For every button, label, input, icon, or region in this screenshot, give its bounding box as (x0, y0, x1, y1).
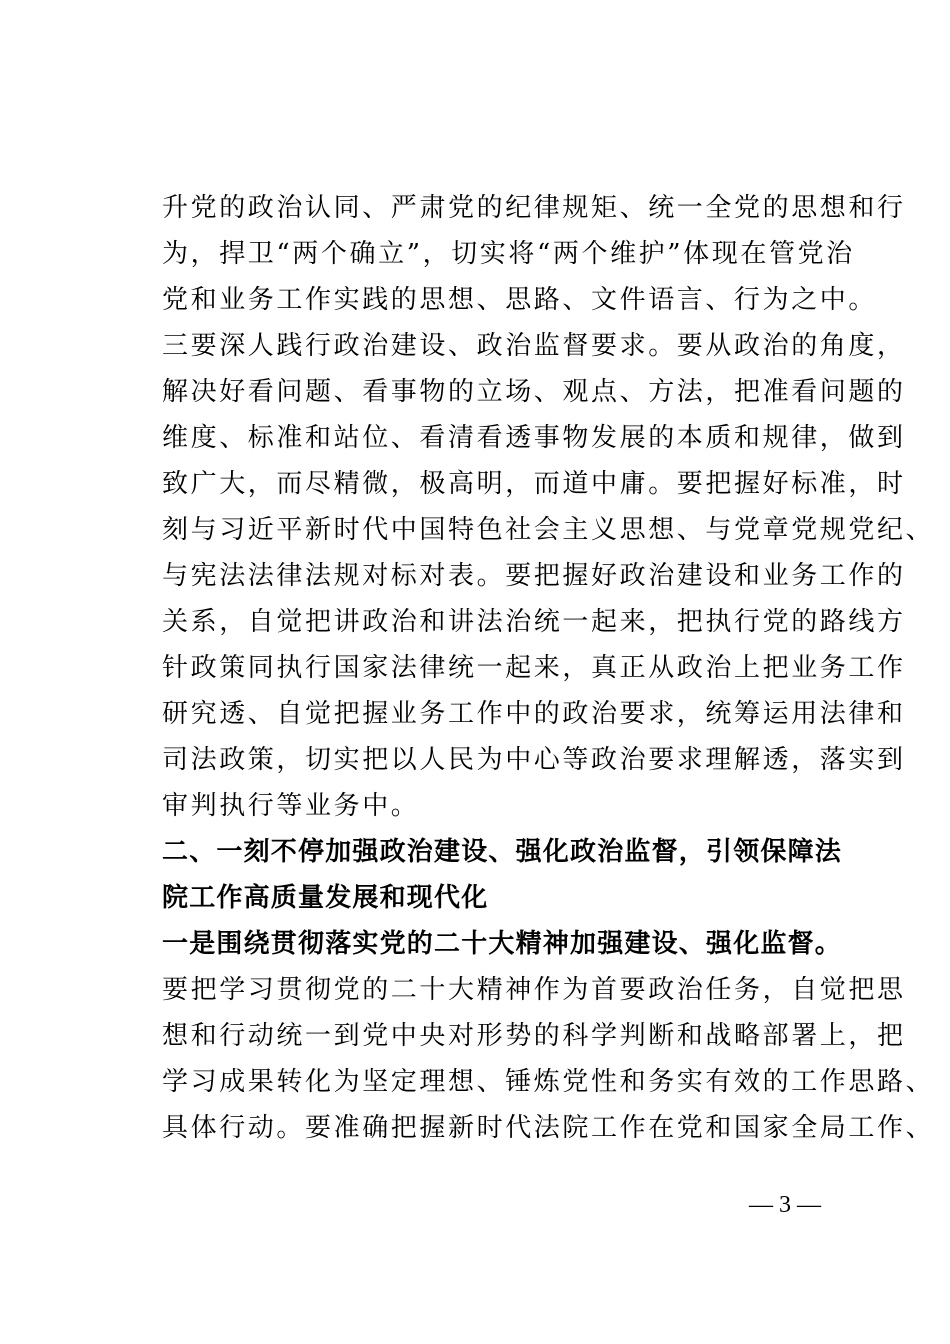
section-heading: 二、一刻不停加强政治建设、强化政治监督，引领保障法 (162, 837, 843, 867)
body-text-line: 维度、标准和站位、看清看透事物发展的本质和规律，做到 (162, 423, 906, 453)
body-text-line: 解决好看问题、看事物的立场、观点、方法，把准看问题的 (162, 377, 906, 407)
body-text-line: 针政策同执行国家法律统一起来，真正从政治上把业务工作 (162, 653, 906, 683)
body-text-line: 三要深人践行政治建设、政治监督要求。要从政治的角度， (162, 331, 906, 361)
body-text-line: 具体行动。要准确把握新时代法院工作在党和国家全局工作、 (162, 1113, 935, 1143)
body-text-line: 关系，自觉把讲政治和讲法治统一起来，把执行党的路线方 (162, 607, 906, 637)
subheading: 一是围绕贯彻落实党的二十大精神加强建设、强化监督。 (162, 929, 843, 959)
body-text-line: 研究透、自觉把握业务工作中的政治要求，统筹运用法律和 (162, 699, 906, 729)
body-text-line: 致广大，而尽精微，极高明，而道中庸。要把握好标准，时 (162, 469, 906, 499)
body-text-line: 学习成果转化为坚定理想、锤炼党性和务实有效的工作思路、 (162, 1067, 935, 1097)
body-text-line: 为，捍卫“两个确立”，切实将“两个维护”体现在管党治 (162, 239, 855, 269)
body-text-line: 升党的政治认同、严肃党的纪律规矩、统一全党的思想和行 (162, 193, 906, 223)
page-number: — 3 — (749, 1192, 821, 1218)
body-text-line: 党和业务工作实践的思想、思路、文件语言、行为之中。 (162, 285, 878, 315)
body-text-line: 司法政策，切实把以人民为中心等政治要求理解透，落实到 (162, 745, 906, 775)
section-heading: 院工作高质量发展和现代化 (162, 883, 489, 913)
body-text-line: 刻与习近平新时代中国特色社会主义思想、与党章党规党纪、 (162, 515, 935, 545)
body-text-line: 审判执行等业务中。 (162, 791, 420, 821)
body-text-line: 与宪法法律法规对标对表。要把握好政治建设和业务工作的 (162, 561, 906, 591)
body-text-line: 想和行动统一到党中央对形势的科学判断和战略部署上，把 (162, 1021, 906, 1051)
body-text-line: 要把学习贯彻党的二十大精神作为首要政治任务，自觉把思 (162, 975, 906, 1005)
